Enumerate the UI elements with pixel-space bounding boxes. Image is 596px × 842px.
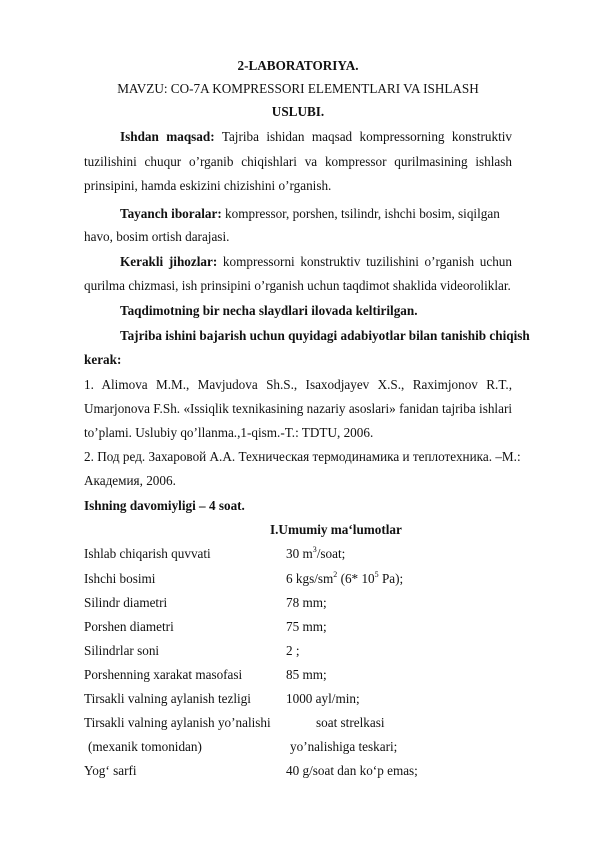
lab-title: 2-LABORATORIYA. [237, 58, 359, 73]
spec-label: Porshenning xarakat masofasi [84, 667, 243, 682]
goal-text: Tajriba ishidan maqsad kompressorning konstruktiv [221, 129, 513, 144]
topic-line-1: MAVZU: CO-7A KOMPRESSORI ELEMENTLARI VA ISHLASH [117, 81, 479, 96]
spec-label: Silindr diametri [84, 595, 168, 610]
spec-label: Yog‘ sarfi [84, 763, 137, 778]
goal-paragraph-line-1 [84, 129, 512, 145]
reference-1-line-2: Umarjonova F.Sh. «Issiqlik texnikasining nazariy asoslari» fanidan tajriba ishlari [84, 401, 512, 416]
spec-value: 85 mm; [286, 667, 327, 682]
literature-intro-line-2: kerak: [84, 352, 122, 367]
spec-label: Silindrlar soni [84, 643, 160, 658]
spec-label: Tirsakli valning aylanish tezligi [84, 691, 251, 706]
spec-label: (mexanik tomonidan) [88, 739, 202, 754]
spec-value: 2 ; [286, 643, 300, 658]
goal-paragraph-line-2: tuzilishini chuqur o’rganib chiqishlari va kompressor qurilmasining ishlash [84, 154, 512, 169]
spec-value: yo’nalishiga teskari; [290, 739, 398, 754]
equipment-line-2: qurilma chizmasi, ish prinsipini o’rganish uchun taqdimot shaklida videoroliklar. [84, 278, 511, 293]
topic-line-2: USLUBI. [271, 104, 325, 119]
spec-label: Tirsakli valning aylanish yo’nalishi [84, 715, 271, 730]
spec-value: soat strelkasi [316, 715, 385, 730]
duration: Ishning davomiyligi – 4 soat. [84, 498, 245, 513]
spec-label: Porshen diametri [84, 619, 174, 634]
goal-paragraph-line-3: prinsipini, hamda eskizini chizishini o’rganish. [84, 178, 332, 193]
reference-2-line-2: Академия, 2006. [84, 473, 176, 488]
reference-1-line-3: to’plami. Uslubiy qo’llanma.,1-qism.-T.: TDTU, 2006. [84, 425, 374, 440]
spec-value: 30 $m^3$/soat; [286, 544, 346, 561]
spec-value: 75 mm; [286, 619, 327, 634]
spec-label: Ishchi bosimi [84, 571, 156, 586]
equipment-label: Kerakli jihozlar: [120, 254, 218, 269]
keywords-line-2: havo, bosim ortish darajasi. [84, 229, 230, 244]
keywords-text: kompressor, porshen, tsilindr, ishchi bosim, siqilgan [225, 206, 500, 221]
spec-value: 1000 ayl/min; [286, 691, 360, 706]
goal-label: Ishdan maqsad: [120, 129, 215, 144]
literature-intro-line-1: Tajriba ishini bajarish uchun quyidagi adabiyotlar bilan tanishib chiqish [120, 328, 530, 343]
equipment-text: kompressorni konstruktiv tuzilishini o’rganish uchun [222, 254, 512, 269]
spec-value: 6 kgs/$sm^2$ (6* $10^5$ Pa); [286, 569, 404, 586]
keywords-line-1 [84, 206, 512, 222]
spec-value: 78 mm; [286, 595, 327, 610]
spec-label: Ishlab chiqarish quvvati [84, 546, 211, 561]
slides-note: Taqdimotning bir necha slaydlari ilovada keltirilgan. [120, 303, 418, 318]
reference-2-line-1: 2. Под ред. Захаровой А.А. Техническая термодинамика и теплотехника. –М.: [84, 449, 521, 464]
section-title: I.Umumiy ma‘lumotlar [270, 522, 402, 537]
spec-value: 40 g/soat dan ko‘p emas; [286, 763, 418, 778]
equipment-line-1 [84, 254, 512, 270]
keywords-label: Tayanch iboralar: [120, 206, 222, 221]
reference-1-line-1: 1. Alimova M.M., Mavjudova Sh.S., Isaxodjayev X.S., Raximjonov R.T., [84, 377, 512, 392]
